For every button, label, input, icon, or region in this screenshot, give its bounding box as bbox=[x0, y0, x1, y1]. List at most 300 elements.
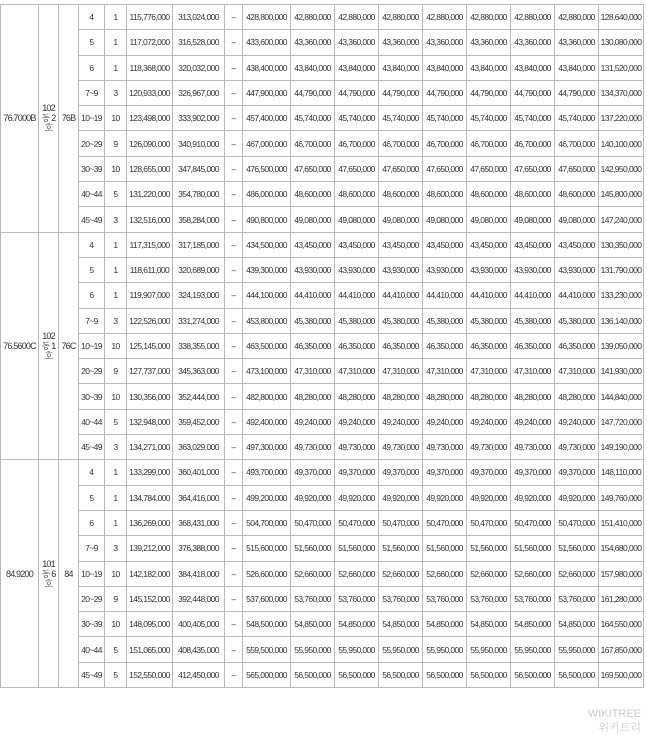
floor-cell: 40~44 bbox=[79, 637, 105, 662]
land-price-cell: 118,611,000 bbox=[127, 257, 173, 282]
interim-5-cell: 50,470,000 bbox=[511, 510, 555, 535]
contract-1-cell: 44,410,000 bbox=[291, 283, 335, 308]
balance-cell: 130,080,000 bbox=[599, 30, 644, 55]
total-cell: 515,600,000 bbox=[243, 536, 291, 561]
interim-6-cell: 47,650,000 bbox=[555, 156, 599, 181]
land-price-cell: 148,095,000 bbox=[127, 612, 173, 637]
total-cell: 492,400,000 bbox=[243, 409, 291, 434]
interim-3-cell: 49,920,000 bbox=[423, 485, 467, 510]
contract-1-cell: 48,280,000 bbox=[291, 384, 335, 409]
contract-1-cell: 46,700,000 bbox=[291, 131, 335, 156]
building-price-cell: 352,444,000 bbox=[173, 384, 225, 409]
interim-1-cell: 45,380,000 bbox=[335, 308, 379, 333]
vat-cell: – bbox=[225, 536, 243, 561]
interim-5-cell: 55,950,000 bbox=[511, 637, 555, 662]
interim-2-cell: 45,380,000 bbox=[379, 308, 423, 333]
vat-cell: – bbox=[225, 435, 243, 460]
total-cell: 559,500,000 bbox=[243, 637, 291, 662]
table-row bbox=[1, 637, 644, 662]
balance-cell: 128,640,000 bbox=[599, 5, 644, 30]
table-row bbox=[1, 612, 644, 637]
table-row bbox=[1, 435, 644, 460]
table-row bbox=[1, 55, 644, 80]
building-price-cell: 316,528,000 bbox=[173, 30, 225, 55]
interim-4-cell: 56,500,000 bbox=[467, 662, 511, 687]
interim-4-cell: 48,600,000 bbox=[467, 182, 511, 207]
balance-cell: 169,500,000 bbox=[599, 662, 644, 687]
interim-3-cell: 49,370,000 bbox=[423, 460, 467, 485]
building-price-cell: 331,274,000 bbox=[173, 308, 225, 333]
interim-3-cell: 52,660,000 bbox=[423, 561, 467, 586]
vat-cell: – bbox=[225, 80, 243, 105]
interim-4-cell: 48,280,000 bbox=[467, 384, 511, 409]
vat-cell: – bbox=[225, 182, 243, 207]
floor-cell: 6 bbox=[79, 283, 105, 308]
vat-cell: – bbox=[225, 561, 243, 586]
interim-4-cell: 52,660,000 bbox=[467, 561, 511, 586]
units-cell: 10 bbox=[105, 384, 127, 409]
interim-6-cell: 46,700,000 bbox=[555, 131, 599, 156]
balance-cell: 161,280,000 bbox=[599, 586, 644, 611]
building-price-cell: 320,689,000 bbox=[173, 257, 225, 282]
interim-6-cell: 47,310,000 bbox=[555, 359, 599, 384]
interim-1-cell: 42,880,000 bbox=[335, 5, 379, 30]
interim-1-cell: 46,700,000 bbox=[335, 131, 379, 156]
interim-6-cell: 56,500,000 bbox=[555, 662, 599, 687]
units-cell: 1 bbox=[105, 5, 127, 30]
contract-1-cell: 42,880,000 bbox=[291, 5, 335, 30]
interim-2-cell: 49,920,000 bbox=[379, 485, 423, 510]
interim-2-cell: 45,740,000 bbox=[379, 106, 423, 131]
building-price-cell: 384,418,000 bbox=[173, 561, 225, 586]
vat-cell: – bbox=[225, 131, 243, 156]
building-price-cell: 338,355,000 bbox=[173, 333, 225, 358]
interim-3-cell: 53,760,000 bbox=[423, 586, 467, 611]
land-price-cell: 130,356,000 bbox=[127, 384, 173, 409]
interim-4-cell: 42,880,000 bbox=[467, 5, 511, 30]
interim-5-cell: 53,760,000 bbox=[511, 586, 555, 611]
interim-2-cell: 48,280,000 bbox=[379, 384, 423, 409]
units-cell: 1 bbox=[105, 460, 127, 485]
building-price-cell: 408,435,000 bbox=[173, 637, 225, 662]
interim-1-cell: 48,600,000 bbox=[335, 182, 379, 207]
balance-cell: 164,550,000 bbox=[599, 612, 644, 637]
interim-3-cell: 48,600,000 bbox=[423, 182, 467, 207]
interim-5-cell: 43,930,000 bbox=[511, 257, 555, 282]
table-row bbox=[1, 536, 644, 561]
interim-6-cell: 45,380,000 bbox=[555, 308, 599, 333]
interim-6-cell: 48,600,000 bbox=[555, 182, 599, 207]
floor-cell: 7~9 bbox=[79, 308, 105, 333]
table-row bbox=[1, 384, 644, 409]
table-row bbox=[1, 460, 644, 485]
table-row bbox=[1, 207, 644, 232]
building-cell: 102동 1호 bbox=[39, 232, 59, 460]
table-row bbox=[1, 80, 644, 105]
interim-3-cell: 48,280,000 bbox=[423, 384, 467, 409]
interim-2-cell: 44,790,000 bbox=[379, 80, 423, 105]
interim-4-cell: 49,730,000 bbox=[467, 435, 511, 460]
area-cell: 76.5600C bbox=[1, 232, 39, 460]
units-cell: 3 bbox=[105, 207, 127, 232]
interim-2-cell: 44,410,000 bbox=[379, 283, 423, 308]
interim-6-cell: 45,740,000 bbox=[555, 106, 599, 131]
interim-6-cell: 44,410,000 bbox=[555, 283, 599, 308]
land-price-cell: 118,368,000 bbox=[127, 55, 173, 80]
interim-2-cell: 49,370,000 bbox=[379, 460, 423, 485]
interim-2-cell: 55,950,000 bbox=[379, 637, 423, 662]
interim-1-cell: 48,280,000 bbox=[335, 384, 379, 409]
table-row bbox=[1, 232, 644, 257]
vat-cell: – bbox=[225, 485, 243, 510]
vat-cell: – bbox=[225, 510, 243, 535]
interim-4-cell: 47,650,000 bbox=[467, 156, 511, 181]
balance-cell: 147,240,000 bbox=[599, 207, 644, 232]
land-price-cell: 142,182,000 bbox=[127, 561, 173, 586]
balance-cell: 149,190,000 bbox=[599, 435, 644, 460]
floor-cell: 30~39 bbox=[79, 384, 105, 409]
balance-cell: 145,800,000 bbox=[599, 182, 644, 207]
interim-5-cell: 47,650,000 bbox=[511, 156, 555, 181]
balance-cell: 131,790,000 bbox=[599, 257, 644, 282]
building-price-cell: 360,401,000 bbox=[173, 460, 225, 485]
floor-cell: 4 bbox=[79, 232, 105, 257]
balance-cell: 136,140,000 bbox=[599, 308, 644, 333]
contract-1-cell: 49,240,000 bbox=[291, 409, 335, 434]
total-cell: 499,200,000 bbox=[243, 485, 291, 510]
interim-5-cell: 48,280,000 bbox=[511, 384, 555, 409]
balance-cell: 151,410,000 bbox=[599, 510, 644, 535]
balance-cell: 154,680,000 bbox=[599, 536, 644, 561]
contract-1-cell: 47,650,000 bbox=[291, 156, 335, 181]
table-row bbox=[1, 30, 644, 55]
interim-4-cell: 49,920,000 bbox=[467, 485, 511, 510]
interim-2-cell: 52,660,000 bbox=[379, 561, 423, 586]
table-row bbox=[1, 485, 644, 510]
land-price-cell: 131,220,000 bbox=[127, 182, 173, 207]
interim-1-cell: 52,660,000 bbox=[335, 561, 379, 586]
land-price-cell: 117,072,000 bbox=[127, 30, 173, 55]
land-price-cell: 134,271,000 bbox=[127, 435, 173, 460]
interim-2-cell: 42,880,000 bbox=[379, 5, 423, 30]
building-price-cell: 358,284,000 bbox=[173, 207, 225, 232]
interim-5-cell: 46,700,000 bbox=[511, 131, 555, 156]
interim-3-cell: 43,360,000 bbox=[423, 30, 467, 55]
units-cell: 3 bbox=[105, 80, 127, 105]
balance-cell: 149,760,000 bbox=[599, 485, 644, 510]
interim-3-cell: 43,840,000 bbox=[423, 55, 467, 80]
contract-1-cell: 53,760,000 bbox=[291, 586, 335, 611]
building-price-cell: 347,845,000 bbox=[173, 156, 225, 181]
balance-cell: 167,850,000 bbox=[599, 637, 644, 662]
units-cell: 1 bbox=[105, 30, 127, 55]
interim-1-cell: 43,840,000 bbox=[335, 55, 379, 80]
interim-5-cell: 49,920,000 bbox=[511, 485, 555, 510]
units-cell: 1 bbox=[105, 55, 127, 80]
contract-1-cell: 49,080,000 bbox=[291, 207, 335, 232]
contract-1-cell: 47,310,000 bbox=[291, 359, 335, 384]
building-price-cell: 317,185,000 bbox=[173, 232, 225, 257]
interim-5-cell: 49,240,000 bbox=[511, 409, 555, 434]
interim-6-cell: 53,760,000 bbox=[555, 586, 599, 611]
contract-1-cell: 48,600,000 bbox=[291, 182, 335, 207]
interim-5-cell: 51,560,000 bbox=[511, 536, 555, 561]
interim-2-cell: 47,650,000 bbox=[379, 156, 423, 181]
floor-cell: 10~19 bbox=[79, 106, 105, 131]
interim-1-cell: 44,410,000 bbox=[335, 283, 379, 308]
balance-cell: 157,980,000 bbox=[599, 561, 644, 586]
land-price-cell: 123,498,000 bbox=[127, 106, 173, 131]
contract-1-cell: 56,500,000 bbox=[291, 662, 335, 687]
contract-1-cell: 50,470,000 bbox=[291, 510, 335, 535]
interim-5-cell: 43,450,000 bbox=[511, 232, 555, 257]
floor-cell: 45~49 bbox=[79, 662, 105, 687]
floor-cell: 7~9 bbox=[79, 80, 105, 105]
interim-4-cell: 49,080,000 bbox=[467, 207, 511, 232]
interim-1-cell: 43,450,000 bbox=[335, 232, 379, 257]
interim-6-cell: 43,450,000 bbox=[555, 232, 599, 257]
total-cell: 433,600,000 bbox=[243, 30, 291, 55]
units-cell: 3 bbox=[105, 435, 127, 460]
interim-4-cell: 50,470,000 bbox=[467, 510, 511, 535]
interim-2-cell: 49,080,000 bbox=[379, 207, 423, 232]
interim-6-cell: 49,080,000 bbox=[555, 207, 599, 232]
land-price-cell: 145,152,000 bbox=[127, 586, 173, 611]
land-price-cell: 136,269,000 bbox=[127, 510, 173, 535]
units-cell: 3 bbox=[105, 536, 127, 561]
interim-2-cell: 49,240,000 bbox=[379, 409, 423, 434]
interim-5-cell: 56,500,000 bbox=[511, 662, 555, 687]
floor-cell: 4 bbox=[79, 460, 105, 485]
building-price-cell: 368,431,000 bbox=[173, 510, 225, 535]
table-row bbox=[1, 586, 644, 611]
interim-4-cell: 45,380,000 bbox=[467, 308, 511, 333]
contract-1-cell: 46,350,000 bbox=[291, 333, 335, 358]
floor-cell: 40~44 bbox=[79, 409, 105, 434]
table-row bbox=[1, 156, 644, 181]
balance-cell: 134,370,000 bbox=[599, 80, 644, 105]
interim-3-cell: 49,080,000 bbox=[423, 207, 467, 232]
interim-3-cell: 44,410,000 bbox=[423, 283, 467, 308]
price-table-body bbox=[1, 5, 644, 688]
vat-cell: – bbox=[225, 55, 243, 80]
interim-2-cell: 56,500,000 bbox=[379, 662, 423, 687]
interim-5-cell: 43,360,000 bbox=[511, 30, 555, 55]
units-cell: 10 bbox=[105, 106, 127, 131]
table-row bbox=[1, 359, 644, 384]
interim-3-cell: 54,850,000 bbox=[423, 612, 467, 637]
interim-4-cell: 43,450,000 bbox=[467, 232, 511, 257]
interim-1-cell: 55,950,000 bbox=[335, 637, 379, 662]
contract-1-cell: 51,560,000 bbox=[291, 536, 335, 561]
building-price-cell: 400,405,000 bbox=[173, 612, 225, 637]
table-row bbox=[1, 662, 644, 687]
interim-3-cell: 47,650,000 bbox=[423, 156, 467, 181]
interim-2-cell: 54,850,000 bbox=[379, 612, 423, 637]
contract-1-cell: 49,730,000 bbox=[291, 435, 335, 460]
building-price-cell: 359,452,000 bbox=[173, 409, 225, 434]
interim-3-cell: 55,950,000 bbox=[423, 637, 467, 662]
building-cell: 102동 2호 bbox=[39, 5, 59, 233]
interim-3-cell: 50,470,000 bbox=[423, 510, 467, 535]
total-cell: 565,000,000 bbox=[243, 662, 291, 687]
vat-cell: – bbox=[225, 612, 243, 637]
land-price-cell: 133,299,000 bbox=[127, 460, 173, 485]
interim-1-cell: 47,650,000 bbox=[335, 156, 379, 181]
land-price-cell: 127,737,000 bbox=[127, 359, 173, 384]
building-price-cell: 324,193,000 bbox=[173, 283, 225, 308]
area-cell: 76.7000B bbox=[1, 5, 39, 233]
table-row bbox=[1, 131, 644, 156]
interim-3-cell: 46,700,000 bbox=[423, 131, 467, 156]
units-cell: 1 bbox=[105, 485, 127, 510]
floor-cell: 45~49 bbox=[79, 435, 105, 460]
interim-3-cell: 45,740,000 bbox=[423, 106, 467, 131]
floor-cell: 10~19 bbox=[79, 333, 105, 358]
interim-6-cell: 43,930,000 bbox=[555, 257, 599, 282]
total-cell: 548,500,000 bbox=[243, 612, 291, 637]
total-cell: 457,400,000 bbox=[243, 106, 291, 131]
floor-cell: 10~19 bbox=[79, 561, 105, 586]
area-cell: 84.9200 bbox=[1, 460, 39, 688]
balance-cell: 140,100,000 bbox=[599, 131, 644, 156]
contract-1-cell: 49,370,000 bbox=[291, 460, 335, 485]
interim-5-cell: 47,310,000 bbox=[511, 359, 555, 384]
interim-4-cell: 44,410,000 bbox=[467, 283, 511, 308]
total-cell: 537,600,000 bbox=[243, 586, 291, 611]
interim-4-cell: 45,740,000 bbox=[467, 106, 511, 131]
total-cell: 453,800,000 bbox=[243, 308, 291, 333]
contract-1-cell: 43,450,000 bbox=[291, 232, 335, 257]
building-price-cell: 320,032,000 bbox=[173, 55, 225, 80]
vat-cell: – bbox=[225, 257, 243, 282]
units-cell: 9 bbox=[105, 586, 127, 611]
interim-6-cell: 49,920,000 bbox=[555, 485, 599, 510]
interim-6-cell: 55,950,000 bbox=[555, 637, 599, 662]
interim-1-cell: 49,370,000 bbox=[335, 460, 379, 485]
interim-1-cell: 46,350,000 bbox=[335, 333, 379, 358]
building-price-cell: 313,024,000 bbox=[173, 5, 225, 30]
vat-cell: – bbox=[225, 30, 243, 55]
land-price-cell: 132,516,000 bbox=[127, 207, 173, 232]
interim-5-cell: 43,840,000 bbox=[511, 55, 555, 80]
interim-4-cell: 44,790,000 bbox=[467, 80, 511, 105]
interim-3-cell: 47,310,000 bbox=[423, 359, 467, 384]
price-table bbox=[0, 4, 644, 688]
interim-5-cell: 52,660,000 bbox=[511, 561, 555, 586]
interim-5-cell: 49,370,000 bbox=[511, 460, 555, 485]
land-price-cell: 117,315,000 bbox=[127, 232, 173, 257]
building-price-cell: 354,780,000 bbox=[173, 182, 225, 207]
total-cell: 526,600,000 bbox=[243, 561, 291, 586]
interim-2-cell: 46,700,000 bbox=[379, 131, 423, 156]
interim-4-cell: 53,760,000 bbox=[467, 586, 511, 611]
table-row bbox=[1, 333, 644, 358]
land-price-cell: 128,655,000 bbox=[127, 156, 173, 181]
balance-cell: 144,840,000 bbox=[599, 384, 644, 409]
interim-3-cell: 44,790,000 bbox=[423, 80, 467, 105]
land-price-cell: 115,776,000 bbox=[127, 5, 173, 30]
interim-4-cell: 55,950,000 bbox=[467, 637, 511, 662]
contract-1-cell: 45,380,000 bbox=[291, 308, 335, 333]
land-price-cell: 120,933,000 bbox=[127, 80, 173, 105]
building-price-cell: 412,450,000 bbox=[173, 662, 225, 687]
interim-1-cell: 43,360,000 bbox=[335, 30, 379, 55]
vat-cell: – bbox=[225, 409, 243, 434]
watermark-line-2: 위키트리 bbox=[598, 722, 641, 734]
land-price-cell: 152,550,000 bbox=[127, 662, 173, 687]
total-cell: 482,800,000 bbox=[243, 384, 291, 409]
interim-3-cell: 45,380,000 bbox=[423, 308, 467, 333]
contract-1-cell: 44,790,000 bbox=[291, 80, 335, 105]
type-cell: 76B bbox=[59, 5, 79, 233]
building-price-cell: 340,910,000 bbox=[173, 131, 225, 156]
total-cell: 497,300,000 bbox=[243, 435, 291, 460]
units-cell: 5 bbox=[105, 662, 127, 687]
interim-5-cell: 54,850,000 bbox=[511, 612, 555, 637]
vat-cell: – bbox=[225, 207, 243, 232]
interim-4-cell: 46,350,000 bbox=[467, 333, 511, 358]
vat-cell: – bbox=[225, 333, 243, 358]
interim-6-cell: 52,660,000 bbox=[555, 561, 599, 586]
vat-cell: – bbox=[225, 384, 243, 409]
total-cell: 438,400,000 bbox=[243, 55, 291, 80]
interim-2-cell: 43,360,000 bbox=[379, 30, 423, 55]
interim-6-cell: 43,840,000 bbox=[555, 55, 599, 80]
interim-1-cell: 49,240,000 bbox=[335, 409, 379, 434]
interim-1-cell: 43,930,000 bbox=[335, 257, 379, 282]
interim-2-cell: 50,470,000 bbox=[379, 510, 423, 535]
contract-1-cell: 45,740,000 bbox=[291, 106, 335, 131]
total-cell: 428,800,000 bbox=[243, 5, 291, 30]
building-price-cell: 363,029,000 bbox=[173, 435, 225, 460]
building-price-cell: 364,416,000 bbox=[173, 485, 225, 510]
interim-2-cell: 49,730,000 bbox=[379, 435, 423, 460]
type-cell: 76C bbox=[59, 232, 79, 460]
interim-6-cell: 42,880,000 bbox=[555, 5, 599, 30]
interim-6-cell: 44,790,000 bbox=[555, 80, 599, 105]
units-cell: 1 bbox=[105, 510, 127, 535]
floor-cell: 6 bbox=[79, 55, 105, 80]
interim-6-cell: 54,850,000 bbox=[555, 612, 599, 637]
floor-cell: 6 bbox=[79, 510, 105, 535]
interim-1-cell: 51,560,000 bbox=[335, 536, 379, 561]
interim-5-cell: 44,410,000 bbox=[511, 283, 555, 308]
floor-cell: 7~9 bbox=[79, 536, 105, 561]
land-price-cell: 139,212,000 bbox=[127, 536, 173, 561]
interim-2-cell: 43,840,000 bbox=[379, 55, 423, 80]
vat-cell: – bbox=[225, 586, 243, 611]
interim-6-cell: 43,360,000 bbox=[555, 30, 599, 55]
units-cell: 1 bbox=[105, 283, 127, 308]
interim-4-cell: 47,310,000 bbox=[467, 359, 511, 384]
interim-3-cell: 46,350,000 bbox=[423, 333, 467, 358]
total-cell: 504,700,000 bbox=[243, 510, 291, 535]
vat-cell: – bbox=[225, 156, 243, 181]
land-price-cell: 151,065,000 bbox=[127, 637, 173, 662]
interim-1-cell: 53,760,000 bbox=[335, 586, 379, 611]
interim-5-cell: 46,350,000 bbox=[511, 333, 555, 358]
balance-cell: 137,220,000 bbox=[599, 106, 644, 131]
interim-6-cell: 50,470,000 bbox=[555, 510, 599, 535]
interim-1-cell: 50,470,000 bbox=[335, 510, 379, 535]
vat-cell: – bbox=[225, 106, 243, 131]
table-row bbox=[1, 561, 644, 586]
interim-4-cell: 51,560,000 bbox=[467, 536, 511, 561]
total-cell: 434,500,000 bbox=[243, 232, 291, 257]
table-row bbox=[1, 106, 644, 131]
balance-cell: 148,110,000 bbox=[599, 460, 644, 485]
